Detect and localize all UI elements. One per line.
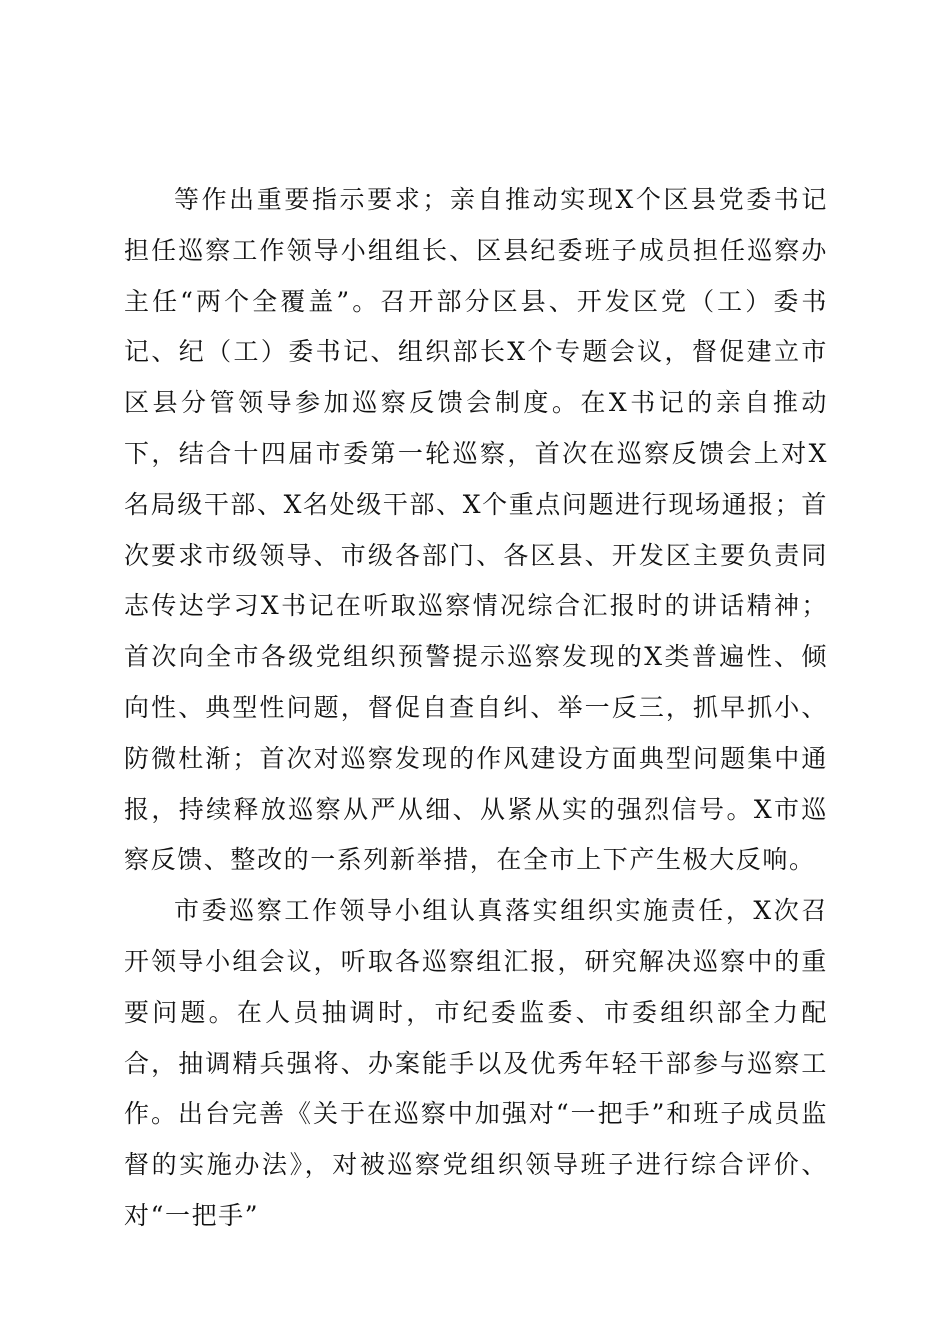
paragraph-2: 市委巡察工作领导小组认真落实组织实施责任，X次召开领导小组会议，听取各巡察组汇报，研究解决巡察中的重要问题。在人员抽调时，市纪委监委、市委组织部全力配合，抽调精兵强将、办案能手以及优秀年轻干部参与巡察工作。出台完善《关于在巡察中加强对“一把手”和班子成员监督的实施办法》，对被巡察党组织领导班子进行综合评价、对“一把手”: [124, 896, 828, 1230]
document-body: [124, 175, 828, 1242]
paragraph-1: 等作出重要指示要求；亲自推动实现X个区县党委书记担任巡察工作领导小组组长、区县纪委班子成员担任巡察办主任“两个全覆盖”。召开部分区县、开发区党（工）委书记、纪（工）委书记、组织部长X个专题会议，督促建立市区县分管领导参加巡察反馈会制度。在X书记的亲自推动下，结合十四届市委第一轮巡察，首次在巡察反馈会上对X名局级干部、X名处级干部、X个重点问题进行现场通报；首次要求市级领导、市级各部门、各区县、开发区主要负责同志传达学习X书记在听取巡察情况综合汇报时的讲话精神；首次向全市各级党组织预警提示巡察发现的X类普遍性、倾向性、典型性问题，督促自查自纠、举一反三，抓早抓小、防微杜渐；首次对巡察发现的作风建设方面典型问题集中通报，持续释放巡察从严从细、从紧从实的强烈信号。X市巡察反馈、整改的一系列新举措，在全市上下产生极大反响。: [124, 185, 828, 875]
